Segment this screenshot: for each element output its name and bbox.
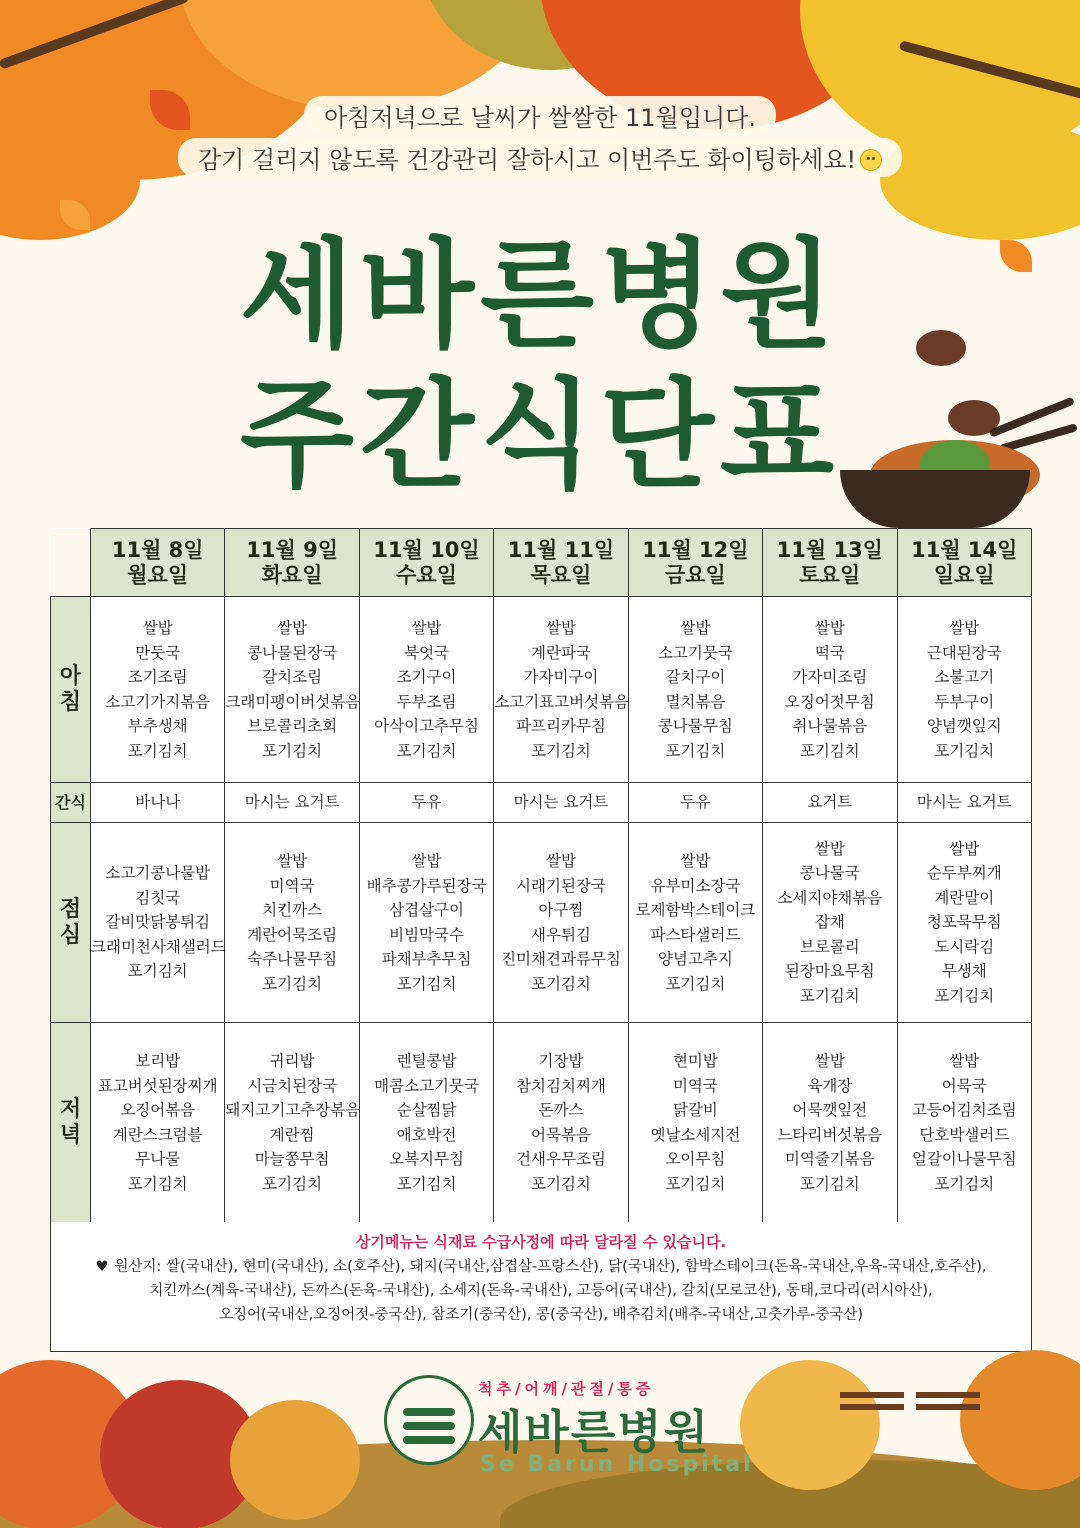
lunch-cell (897, 823, 1031, 1023)
menu-item: 도시락김 (934, 937, 995, 956)
menu-item: 얼갈이나물무침 (911, 1150, 1017, 1168)
menu-item: 아삭이고추무침 (374, 717, 479, 735)
menu-item: 소세지야채볶음 (777, 888, 883, 907)
menu-item: 포기김치 (934, 986, 995, 1005)
menu-item: 돈까스 (538, 1101, 584, 1119)
menu-item: 양념깻잎지 (926, 717, 1002, 735)
menu-item: 어묵깻잎전 (792, 1101, 868, 1119)
snack-cell: 요거트 (763, 783, 897, 823)
menu-item: 파프리카무침 (516, 717, 606, 735)
menu-item: 쌀밥 (680, 619, 711, 637)
menu-item: 갈비맛닭봉튀김 (105, 913, 211, 932)
breakfast-cell (897, 597, 1031, 783)
day-header: 11월 13일 토요일 (763, 529, 897, 597)
menu-item: 쌀밥 (411, 852, 442, 870)
menu-item: 포기김치 (934, 741, 995, 760)
day-header: 11월 9일 화요일 (225, 529, 359, 597)
menu-item: 소고기뭇국 (657, 643, 733, 662)
menu-item: 시래기된장국 (516, 876, 606, 895)
menu-item: 두부조림 (396, 692, 457, 711)
breakfast-cell (91, 597, 225, 783)
hospital-logo-emblem (384, 1375, 474, 1465)
menu-item: 포기김치 (799, 741, 860, 760)
menu-item: 오이무침 (665, 1150, 726, 1168)
menu-item: 청포묵무침 (926, 913, 1002, 932)
menu-item: 조기조림 (127, 668, 188, 686)
heart-icon: ♥ (95, 1259, 109, 1275)
menu-item: 포기김치 (262, 741, 323, 760)
breakfast-row (51, 597, 1032, 783)
menu-item: 쌀밥 (680, 852, 711, 870)
menu-item: 포기김치 (531, 1174, 591, 1193)
menu-item: 두부구이 (934, 692, 995, 711)
menu-item: 쌀밥 (814, 1052, 845, 1070)
menu-item: 포기김치 (127, 962, 188, 981)
dinner-cell (359, 1023, 493, 1223)
menu-item: 고등어김치조림 (911, 1101, 1017, 1119)
menu-item: 쌀밥 (277, 852, 308, 870)
lunch-cell (225, 823, 359, 1023)
menu-item: 오징어볶음 (120, 1101, 196, 1119)
menu-item: 포기김치 (396, 974, 457, 993)
menu-item: 양념고추지 (657, 950, 733, 968)
menu-item: 취나물볶음 (792, 717, 868, 735)
menu-item: 돼지고기고추장볶음 (225, 1101, 361, 1119)
day-header: 11월 14일 일요일 (897, 529, 1031, 597)
menu-item: 파스타샐러드 (650, 925, 741, 944)
menu-item: 미역국 (269, 876, 315, 895)
weekly-menu-title: 주간식단표 (240, 366, 840, 504)
menu-item: 느타리버섯볶음 (777, 1125, 883, 1144)
menu-item: 기장밥 (538, 1052, 584, 1070)
menu-item: 쌀밥 (277, 619, 308, 637)
menu-item: 치킨까스 (262, 901, 323, 919)
menu-item: 진미채견과류무침 (501, 950, 621, 968)
menu-item: 북엇국 (404, 643, 450, 662)
menu-item: 조기구이 (396, 668, 457, 686)
notice-box (50, 1222, 1032, 1352)
menu-item: 가자미조림 (792, 668, 868, 686)
menu-item: 무생채 (941, 962, 987, 981)
menu-item: 오징어젓무침 (784, 692, 875, 711)
menu-item: 소고기콩나물밥 (105, 864, 211, 883)
snack-cell: 마시는 요거트 (897, 783, 1031, 823)
snack-cell: 마시는 요거트 (225, 783, 359, 823)
menu-item: 새우튀김 (531, 925, 591, 944)
snack-cell: 마시는 요거트 (494, 783, 628, 823)
menu-item: 숙주나물무침 (247, 950, 338, 968)
menu-item: 보리밥 (135, 1052, 181, 1070)
menu-item: 어묵볶음 (531, 1125, 591, 1144)
menu-item: 근대된장국 (926, 643, 1002, 662)
day-header: 11월 11일 목요일 (494, 529, 628, 597)
day-header: 11월 8일 월요일 (91, 529, 225, 597)
snack-label: 간식 (51, 783, 91, 823)
menu-item: 포기김치 (665, 741, 726, 760)
menu-item: 포기김치 (799, 1174, 860, 1193)
menu-item: 매콤소고기뭇국 (374, 1076, 479, 1095)
hospital-title: 세바른병원 (240, 226, 840, 364)
origin-line-2: 치킨까스(계육-국내산), 돈까스(돈육-국내산), 소세지(돈육-국내산), 고등어(국내산), 갈치(모로코산), 동태,코다리(러시아산), (149, 1283, 933, 1299)
menu-item: 만둣국 (135, 643, 181, 662)
menu-item: 계란파국 (531, 643, 591, 662)
dinner-cell (494, 1023, 628, 1223)
menu-item: 된장마요무침 (784, 962, 875, 981)
menu-item: 옛날소세지전 (650, 1125, 741, 1144)
menu-item: 미역줄기볶음 (784, 1150, 875, 1168)
menu-item: 쌀밥 (411, 619, 442, 637)
greeting-line-1: 아침저녁으로 날씨가 쌀쌀한 11월입니다. (304, 96, 776, 135)
logo-name: 세바른병원 (478, 1405, 711, 1459)
corner-cell (51, 529, 91, 597)
menu-item: 포기김치 (799, 986, 860, 1005)
menu-item: 포기김치 (665, 1174, 726, 1193)
menu-item: 김칫국 (135, 888, 181, 907)
menu-item: 크래미팽이버섯볶음 (225, 692, 361, 711)
menu-item: 유부미소장국 (650, 876, 741, 895)
lunch-cell (494, 823, 628, 1023)
menu-item: 포기김치 (396, 1174, 457, 1193)
menu-item: 계란찜 (269, 1125, 315, 1144)
menu-item: 콩나물무침 (657, 717, 733, 735)
lunch-cell (359, 823, 493, 1023)
snack-cell: 두유 (628, 783, 762, 823)
weekly-menu-table (50, 528, 1032, 1223)
menu-item: 포기김치 (531, 974, 591, 993)
menu-item: 쌀밥 (546, 852, 576, 870)
menu-item: 콩나물국 (799, 864, 860, 883)
menu-item: 가자미구이 (523, 668, 599, 686)
menu-item: 오복지무침 (389, 1150, 464, 1168)
menu-item: 포기김치 (396, 741, 457, 760)
day-header-row (51, 529, 1032, 597)
menu-item: 계란어묵조림 (247, 925, 338, 944)
snack-cell: 두유 (359, 783, 493, 823)
origin-line-1: ♥ 원산지: 쌀(국내산), 현미(국내산), 소(호주산), 돼지(국내산,삼겹살-프랑스산), 닭(국내산), 함박스테이크(돈육-국내산,우육-국내산,호주산), (51, 1255, 1031, 1279)
menu-item: 소불고기 (934, 668, 995, 686)
menu-item: 소고기표고버섯볶음 (494, 692, 630, 711)
menu-item: 아구찜 (538, 901, 584, 919)
menu-item: 시금치된장국 (247, 1076, 338, 1095)
greeting-line-2: 감기 걸리지 않도록 건강관리 잘하시고 이번주도 화이팅하세요! (178, 138, 902, 177)
menu-item: 닭갈비 (672, 1101, 718, 1119)
smile-icon (860, 149, 882, 171)
menu-item: 크래미천사채샐러드 (91, 937, 226, 956)
menu-item: 삼겹살구이 (389, 901, 464, 919)
breakfast-cell (494, 597, 628, 783)
menu-item: 계란스크럼블 (112, 1125, 203, 1144)
menu-item: 포기김치 (262, 1174, 323, 1193)
menu-item: 콩나물된장국 (247, 643, 338, 662)
lunch-cell (763, 823, 897, 1023)
menu-item: 쌀밥 (546, 619, 576, 637)
snack-cell: 바나나 (91, 783, 225, 823)
menu-item: 순살찜닭 (396, 1101, 457, 1119)
menu-item: 로제함박스테이크 (635, 901, 756, 919)
menu-item: 비빔막국수 (389, 925, 464, 944)
lunch-label: 점 심 (51, 823, 91, 1023)
menu-item: 소고기가지볶음 (105, 692, 211, 711)
menu-item: 순두부찌개 (926, 864, 1002, 883)
breakfast-cell (225, 597, 359, 783)
menu-item: 참치김치찌개 (516, 1076, 606, 1095)
logo-english-name: Se Barun Hospital (480, 1452, 754, 1477)
menu-item: 쌀밥 (949, 619, 980, 637)
menu-item: 렌틸콩밥 (396, 1052, 457, 1070)
breakfast-cell (628, 597, 762, 783)
menu-item: 떡국 (814, 643, 845, 662)
dinner-cell (225, 1023, 359, 1223)
menu-item: 쌀밥 (142, 619, 173, 637)
menu-item: 갈치조림 (262, 668, 323, 686)
menu-item: 포기김치 (934, 1174, 995, 1193)
menu-item: 포기김치 (127, 1174, 188, 1193)
menu-item: 배추콩가루된장국 (366, 876, 487, 895)
menu-item: 계란말이 (934, 888, 995, 907)
menu-item: 표고버섯된장찌개 (97, 1076, 218, 1095)
menu-item: 귀리밥 (269, 1052, 315, 1070)
menu-item: 단호박샐러드 (919, 1125, 1010, 1144)
menu-item: 부추생채 (127, 717, 188, 735)
menu-item: 미역국 (672, 1076, 718, 1095)
menu-item: 어묵국 (941, 1076, 987, 1095)
menu-change-warning: 상기메뉴는 식재료 수급사정에 따라 달라질 수 있습니다. (355, 1233, 727, 1251)
menu-item: 마늘쫑무침 (254, 1150, 330, 1168)
snack-row (51, 783, 1032, 823)
menu-item: 쌀밥 (814, 619, 845, 637)
breakfast-cell (763, 597, 897, 783)
menu-item: 쌀밥 (949, 839, 980, 858)
menu-item: 육개장 (807, 1076, 853, 1095)
menu-item: 갈치구이 (665, 668, 726, 686)
lunch-cell (628, 823, 762, 1023)
menu-item: 브로콜리초회 (247, 717, 338, 735)
menu-item: 브로콜리 (799, 937, 860, 956)
menu-item: 잡채 (814, 913, 845, 932)
day-header: 11월 12일 금요일 (628, 529, 762, 597)
breakfast-label: 아 침 (51, 597, 91, 783)
menu-item: 쌀밥 (814, 839, 845, 858)
menu-item: 포기김치 (531, 741, 591, 760)
logo-tagline: 척추/어깨/관절/통증 (478, 1380, 655, 1398)
menu-item: 애호박전 (396, 1125, 457, 1144)
menu-item: 건새우무조림 (516, 1150, 606, 1168)
dinner-cell (897, 1023, 1031, 1223)
lunch-cell (91, 823, 225, 1023)
dinner-cell (91, 1023, 225, 1223)
dinner-label: 저 녁 (51, 1023, 91, 1223)
menu-item: 무나물 (135, 1150, 181, 1168)
lunch-row (51, 823, 1032, 1023)
menu-item: 파채부추무침 (381, 950, 472, 968)
day-header: 11월 10일 수요일 (359, 529, 493, 597)
dinner-row (51, 1023, 1032, 1223)
dinner-cell (763, 1023, 897, 1223)
menu-item: 포기김치 (665, 974, 726, 993)
menu-item: 멸치볶음 (665, 692, 726, 711)
menu-item: 쌀밥 (949, 1052, 980, 1070)
breakfast-cell (359, 597, 493, 783)
menu-item: 포기김치 (262, 974, 323, 993)
menu-item: 포기김치 (127, 741, 188, 760)
origin-line-3: 오징어(국내산,오징어젓-중국산), 참조기(중국산), 콩(중국산), 배추김치(배추-국내산,고춧가루-중국산) (218, 1307, 864, 1323)
menu-item: 현미밥 (672, 1052, 718, 1070)
dinner-cell (628, 1023, 762, 1223)
